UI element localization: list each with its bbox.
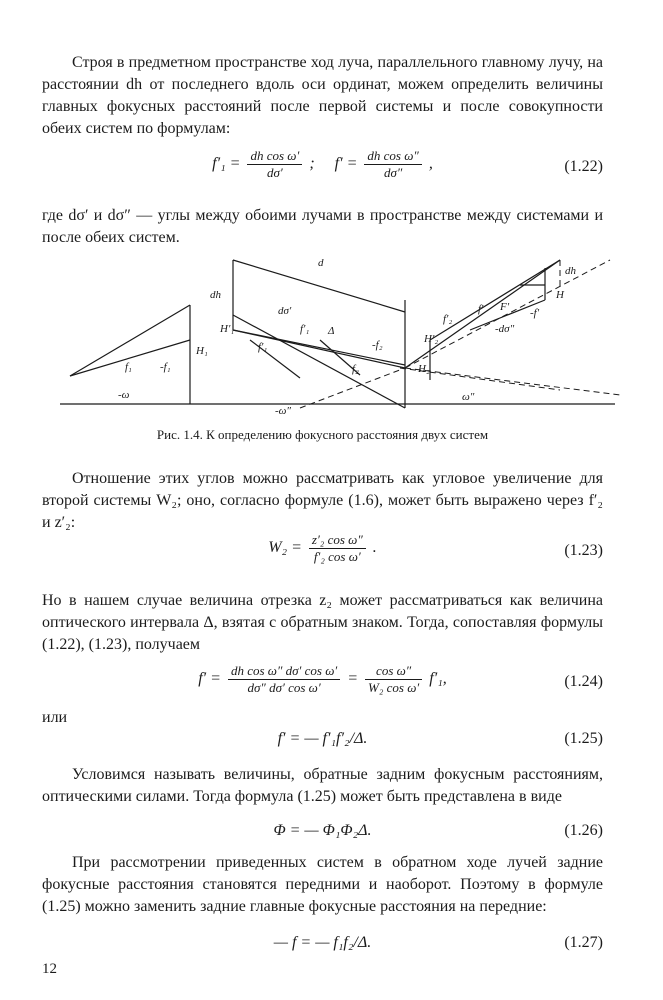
eq124-tail: f′₁, xyxy=(429,670,447,688)
eq124-frac2: $\frac{\text{cos ω″}}{\text{W₂ cos ω′}}$ xyxy=(365,663,422,696)
label-f1p-bottom: f′₁ xyxy=(258,341,268,353)
label-delta: Δ xyxy=(328,325,335,337)
paragraph-optical-power: Условимся называть величины, обратные задним фокусным расстояниям, оптическими силами. Тогда формула (1.25) может быть представлена в виде xyxy=(42,766,603,805)
label-minus-omega2: -ω″ xyxy=(275,405,292,417)
equation-1-24 xyxy=(42,661,603,701)
eq123-number: (1.23) xyxy=(564,542,603,559)
label-H2: H₂ xyxy=(418,363,430,375)
label-F-prime: F′ xyxy=(500,301,510,313)
eq126-body: Φ = — Φ₁Φ₂Δ. xyxy=(273,822,372,839)
label-omega2: ω″ xyxy=(462,391,475,403)
eq125-body: f′ = — f′₁f′₂/Δ. xyxy=(277,730,368,747)
label-dh-left: dh xyxy=(210,289,221,301)
figure-caption: Рис. 1.4. К определению фокусного расстояния двух систем xyxy=(156,427,489,442)
label-f1p-top: f′₁ xyxy=(300,323,310,335)
eq127-number: (1.27) xyxy=(564,934,603,951)
equation-1-25 xyxy=(42,728,603,768)
label-H1p: H′₁ xyxy=(220,323,235,335)
paragraph-reverse: При рассмотрении приведенных систем в обратном ходе лучей задние фокусные расстояния становятся передними и наоборот. Поэтому в формуле (1.25) можно заменить задние главные фокусные расстояния на передние: xyxy=(42,854,603,915)
paragraph-interval: Но в нашем случае величина отрезка z₂ может рассматриваться как величина оптического интервала Δ, взятая с обратным знаком. Тогда, сопоставляя формулы (1.22), (1.23), получаем xyxy=(42,592,603,653)
eq122-separator: ; xyxy=(309,155,315,173)
label-minus-dsigma2: -dσ″ xyxy=(495,323,515,335)
label-f2: f₂ xyxy=(352,363,359,375)
eq126-number: (1.26) xyxy=(564,822,603,839)
eq122-number: (1.22) xyxy=(564,158,603,175)
eq123-lhs: W₂ = xyxy=(268,539,302,557)
label-minus-omega: -ω xyxy=(118,389,130,401)
label-H1: H₁ xyxy=(196,345,208,357)
eq124-frac1: $\frac{\text{dh cos ω″ dσ′ cos ω′}}{\text{dσ″ dσ′ cos ω′}}$ xyxy=(228,663,340,696)
eq122-lhs1: f′₁ = xyxy=(212,155,241,173)
label-minus-f1: -f₁ xyxy=(160,361,171,373)
eq124-equals: = xyxy=(347,670,359,688)
eq123-tail: . xyxy=(372,539,377,557)
label-d: d xyxy=(318,257,324,269)
eq124-lhs: f′ = xyxy=(198,670,221,688)
paragraph-angles: где dσ′ и dσ″ — углы между обоими лучами в пространстве между системами и после обеих систем. xyxy=(42,207,603,246)
label-f2p: f′₂ xyxy=(443,313,453,325)
eq122-lhs2: f′ = xyxy=(334,155,358,173)
label-H: H xyxy=(556,289,564,301)
label-minus-f-prime: -f′ xyxy=(530,307,540,319)
eq125-number: (1.25) xyxy=(564,730,603,747)
eq122-tail: , xyxy=(428,155,433,173)
figure-1-4 xyxy=(0,250,663,425)
page-number: 12 xyxy=(42,961,57,977)
equation-1-22 xyxy=(42,146,603,186)
paragraph-or: или xyxy=(42,709,68,726)
label-dsigma1: dσ′ xyxy=(278,305,292,317)
eq127-body: — f = — f₁f₂/Δ. xyxy=(273,934,372,951)
optical-diagram xyxy=(0,250,663,425)
paragraph-angular-magnification: Отношение этих углов можно рассматривать как угловое увеличение для второй системы W₂; оно, согласно формуле (1.6), может быть выражено через f′₂ и z′₂: xyxy=(42,470,603,531)
eq124-number: (1.24) xyxy=(564,673,603,690)
label-dh-right: dh xyxy=(565,265,576,277)
paragraph-intro: Строя в предметном пространстве ход луча, параллельного главному лучу, на расстоянии dh от последнего вдоль оси ординат, можем определить величины главных фокусных расстояний после первой системы и после совокупности обеих систем по формулам: xyxy=(42,54,603,137)
eq123-frac: $\frac{\text{z′₂ cos ω″}}{\text{f′₂ cos ω′}}$ xyxy=(309,532,366,565)
label-f-prime-small: f′ xyxy=(478,303,484,315)
equation-1-27 xyxy=(42,934,603,974)
eq122-frac1: $\frac{\text{dh cos ω′}}{d\sigma'}$ xyxy=(247,148,302,181)
label-f1: f₁ xyxy=(125,361,132,373)
equation-1-23 xyxy=(42,530,603,570)
label-minus-f2: -f₂ xyxy=(372,339,383,351)
eq122-frac2: $\frac{\text{dh cos ω″}}{d\sigma''}$ xyxy=(364,148,421,181)
label-H2p: H′₂ xyxy=(424,333,439,345)
